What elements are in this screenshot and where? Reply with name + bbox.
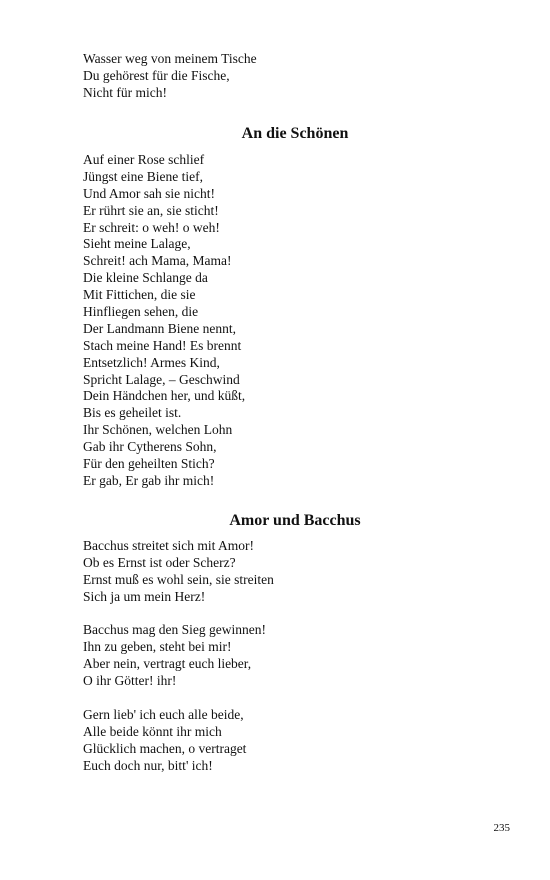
previous-poem-ending bbox=[83, 51, 483, 102]
poem-line: Jüngst eine Biene tief, bbox=[83, 168, 203, 184]
poem-line: Ihn zu geben, steht bei mir! bbox=[83, 639, 232, 655]
poem-line: Du gehörest für die Fische, bbox=[83, 67, 230, 83]
poem-line: Gern lieb' ich euch alle beide, bbox=[83, 706, 244, 722]
poem-line: Spricht Lalage, – Geschwind bbox=[83, 371, 240, 387]
poem-line: Dein Händchen her, und küßt, bbox=[83, 388, 246, 404]
poem-line: Der Landmann Biene nennt, bbox=[83, 320, 236, 336]
poem-title-amor-und-bacchus: Amor und Bacchus bbox=[229, 512, 361, 529]
poem-line: Sieht meine Lalage, bbox=[83, 236, 191, 252]
poem-line: Stach meine Hand! Es brennt bbox=[83, 337, 242, 353]
poem-line: Er gab, Er gab ihr mich! bbox=[83, 472, 215, 488]
stanza bbox=[83, 622, 483, 690]
poem-line: Wasser weg von meinem Tische bbox=[83, 51, 257, 66]
poem-an-die-schoenen bbox=[83, 152, 483, 490]
page-number: 235 bbox=[493, 822, 510, 834]
poem-line: Die kleine Schlange da bbox=[83, 270, 208, 286]
poem-line: Mit Fittichen, die sie bbox=[83, 287, 196, 303]
poem-line: Bacchus mag den Sieg gewinnen! bbox=[83, 622, 266, 638]
poem-title-an-die-schoenen: An die Schönen bbox=[241, 125, 349, 142]
poem-line: Gab ihr Cytherens Sohn, bbox=[83, 439, 217, 455]
poem-line: Hinfliegen sehen, die bbox=[83, 304, 199, 320]
poem-line: Bis es geheilet ist. bbox=[83, 405, 182, 421]
poem-line: Sich ja um mein Herz! bbox=[83, 588, 206, 604]
poem-line: Er rührt sie an, sie sticht! bbox=[83, 202, 219, 218]
poem-line: Alle beide könnt ihr mich bbox=[83, 723, 222, 739]
poem-line: Euch doch nur, bitt' ich! bbox=[83, 757, 213, 773]
poem-line: Nicht für mich! bbox=[83, 84, 167, 100]
poem-line: Und Amor sah sie nicht! bbox=[83, 185, 215, 201]
stanza-break bbox=[83, 606, 483, 623]
stanza bbox=[83, 707, 483, 775]
poem-line: Aber nein, vertragt euch lieber, bbox=[83, 656, 252, 672]
stanza-break bbox=[83, 690, 483, 707]
poem-line: Er schreit: o weh! o weh! bbox=[83, 219, 220, 235]
poem-line: Bacchus streitet sich mit Amor! bbox=[83, 538, 254, 553]
poem-line: Ernst muß es wohl sein, sie streiten bbox=[83, 571, 274, 587]
poem-line: O ihr Götter! ihr! bbox=[83, 673, 177, 689]
poem-amor-und-bacchus bbox=[83, 538, 483, 774]
stanza bbox=[83, 538, 483, 606]
poem-line: Auf einer Rose schlief bbox=[83, 152, 205, 167]
poem-line: Glücklich machen, o vertraget bbox=[83, 740, 247, 756]
poem-line: Für den geheilten Stich? bbox=[83, 456, 215, 472]
poem-line: Schreit! ach Mama, Mama! bbox=[83, 253, 232, 269]
poem-line: Entsetzlich! Armes Kind, bbox=[83, 354, 220, 370]
poem-line: Ob es Ernst ist oder Scherz? bbox=[83, 554, 236, 570]
poem-line: Ihr Schönen, welchen Lohn bbox=[83, 422, 233, 438]
